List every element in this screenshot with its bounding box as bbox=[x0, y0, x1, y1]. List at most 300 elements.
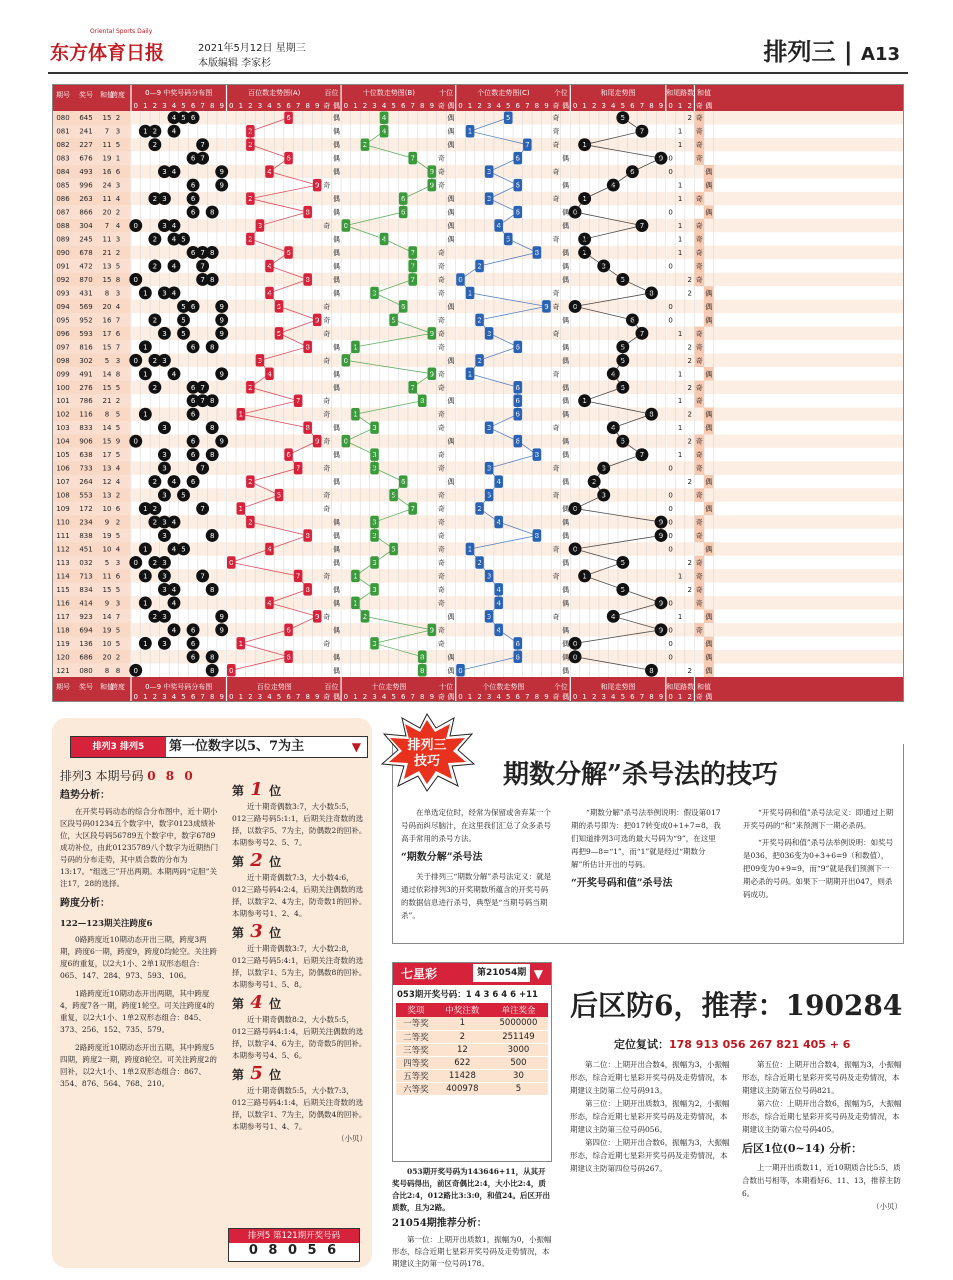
sum-oddeven-mark: 奇 bbox=[695, 572, 703, 581]
header-digit: 4 bbox=[496, 102, 501, 110]
header-group-label: 和尾路数 bbox=[666, 89, 695, 97]
oddeven-mark: 偶 bbox=[562, 383, 570, 392]
oddeven-mark: 奇 bbox=[437, 545, 445, 554]
oddeven-mark: 奇 bbox=[437, 262, 445, 271]
table-cell: 251149 bbox=[489, 1030, 548, 1043]
row-number: 638 bbox=[79, 451, 93, 460]
trend-ball-label: 6 bbox=[400, 302, 406, 311]
footer-digit: 5 bbox=[181, 693, 186, 701]
road-mark: 2 bbox=[687, 437, 692, 446]
table-cell: 400978 bbox=[436, 1082, 489, 1095]
oddeven-mark: 奇 bbox=[552, 612, 560, 621]
oddeven-mark: 奇 bbox=[323, 612, 331, 621]
header-oddeven: 偶 bbox=[332, 102, 340, 110]
row-span: 5 bbox=[115, 532, 121, 540]
table-cell: 30 bbox=[489, 1069, 548, 1082]
trend-ball-label: 1 bbox=[353, 599, 358, 608]
technique-col3 bbox=[743, 806, 895, 901]
technique-col2 bbox=[571, 806, 723, 896]
dist-ball-label: 4 bbox=[171, 370, 177, 379]
trend-ball-label: 3 bbox=[372, 532, 377, 540]
trend-ball-label: 2 bbox=[362, 612, 368, 621]
qxc-box bbox=[392, 962, 552, 1162]
left-article-col2 bbox=[232, 778, 367, 1145]
footer-digit: 0 bbox=[343, 693, 349, 701]
oddeven-mark: 偶 bbox=[332, 195, 340, 204]
footer-digit: 5 bbox=[391, 693, 396, 701]
sum-oddeven-mark: 偶 bbox=[705, 666, 713, 675]
left-article bbox=[52, 718, 372, 1268]
trend-ball-label: 6 bbox=[515, 343, 521, 352]
grid-row-bg bbox=[53, 664, 904, 677]
footer-digit: 6 bbox=[515, 693, 521, 701]
qxc-note: 053期开奖号码为143646+11，从其开奖号码得出，前区奇偶比2:4，大小比2:4，质合比2:4，012路比3:3:0，和值24。后区开出质数，且为2路。 bbox=[392, 1167, 550, 1212]
trend-ball-label: 8 bbox=[305, 343, 310, 352]
tail-ball-label: 1 bbox=[582, 235, 587, 244]
dist-ball-label: 2 bbox=[152, 558, 158, 567]
recommend-p3: 第四位：上期开出合数6，振幅为3，大振幅形态，综合近期七星彩开奖号码及走势情况，本期建议主防第四位号码267。 bbox=[570, 1138, 730, 1173]
row-issue: 082 bbox=[56, 141, 70, 150]
road-mark: 2 bbox=[687, 478, 692, 487]
footer-group-label: 百位走势图 bbox=[256, 683, 292, 691]
header-group-label: 百位 bbox=[324, 89, 339, 97]
oddeven-mark: 偶 bbox=[332, 141, 340, 150]
section-title: 排列三 | A13 bbox=[763, 38, 900, 66]
trend-ball-label: 1 bbox=[238, 505, 244, 514]
tail-ball-label: 1 bbox=[582, 249, 587, 257]
dist-ball-label: 8 bbox=[209, 275, 215, 284]
oddeven-mark: 偶 bbox=[332, 451, 340, 460]
dist-ball-label: 7 bbox=[200, 572, 205, 581]
oddeven-mark: 偶 bbox=[447, 653, 455, 662]
oddeven-mark: 奇 bbox=[437, 275, 445, 284]
trend-ball-label: 5 bbox=[276, 329, 282, 338]
row-span: 4 bbox=[115, 478, 121, 487]
trend-ball-label: 8 bbox=[534, 249, 540, 257]
recommend-p1: 第二位：上期开出合数4，振幅为3，小振幅形态，综合近期七星彩开奖号码及走势情况，本期建议主防第二位号码913。 bbox=[570, 1060, 730, 1095]
footer-digit: 3 bbox=[486, 693, 492, 701]
oddeven-mark: 奇 bbox=[552, 195, 560, 204]
road-mark: 2 bbox=[687, 666, 692, 675]
footer-digit: 0 bbox=[668, 693, 673, 701]
trend-ball-label: 4 bbox=[381, 114, 387, 123]
dist-ball-label: 4 bbox=[171, 599, 177, 608]
recommend-p5: 第六位：上期开出合数6，振幅为5，大振幅形态，综合近期七星彩开奖号码及走势情况，本期建议主防第六位号码405。 bbox=[742, 1099, 902, 1134]
oddeven-mark: 偶 bbox=[562, 505, 570, 514]
row-sum: 9 bbox=[104, 599, 110, 608]
table-cell: 1 bbox=[436, 1017, 489, 1030]
draw-result-title: 排列5 第121期开奖号码 bbox=[229, 1229, 359, 1243]
oddeven-mark: 奇 bbox=[323, 397, 331, 406]
dist-ball-label: 5 bbox=[181, 302, 186, 311]
oddeven-mark: 奇 bbox=[323, 222, 331, 231]
dist-ball-label: 3 bbox=[162, 558, 167, 567]
technique-sub1: “期数分解”杀号法 bbox=[401, 852, 483, 863]
footer-digit: 1 bbox=[582, 693, 587, 701]
header-digit: 6 bbox=[515, 102, 521, 110]
row-span: 3 bbox=[115, 181, 121, 190]
sum-oddeven-mark: 奇 bbox=[695, 451, 703, 460]
oddeven-mark: 奇 bbox=[437, 532, 445, 540]
oddeven-mark: 奇 bbox=[323, 302, 331, 311]
dist-ball-label: 1 bbox=[143, 343, 148, 352]
table-row bbox=[396, 1082, 548, 1095]
tail-ball-label: 5 bbox=[620, 585, 626, 594]
row-number: 686 bbox=[79, 653, 93, 662]
oddeven-mark: 奇 bbox=[552, 491, 560, 500]
span-text-0: 0路跨度近10期动态开出三期，跨度3两期，跨度6一期，跨度9，跨度0均轮空。关注跨度6的重复，以2大1小、2单1双形态组合：065、147、284、973、593、106。 bbox=[60, 935, 217, 980]
oddeven-mark: 偶 bbox=[332, 532, 340, 540]
tail-ball-label: 7 bbox=[639, 127, 645, 136]
trend-ball-label: 3 bbox=[486, 195, 492, 204]
oddeven-mark: 奇 bbox=[323, 491, 331, 500]
dist-ball-label: 8 bbox=[209, 451, 215, 460]
grid-row-bg bbox=[53, 596, 904, 609]
header-digit: 2 bbox=[152, 102, 158, 110]
header-digit: 9 bbox=[658, 102, 664, 110]
span-text-1: 1路跨度近10期动态开出两期，其中跨度4，跨度7各一期，跨度1轮空。可关注跨度4的重复，以2大1小、1单2双形态组合：845、373、256、152、735、579。 bbox=[60, 989, 215, 1034]
qxc-issue: 第21054期 bbox=[473, 964, 530, 982]
header-digit: 8 bbox=[420, 102, 425, 110]
sum-oddeven-mark: 奇 bbox=[695, 275, 703, 284]
oddeven-mark: 偶 bbox=[332, 424, 340, 433]
trend-ball-label: 4 bbox=[381, 127, 387, 136]
header-digit: 9 bbox=[314, 102, 320, 110]
trend-ball-label: 6 bbox=[515, 181, 521, 190]
header-digit: 5 bbox=[181, 102, 186, 110]
grid-row-bg bbox=[53, 610, 904, 623]
header-group-label: 和尾走势图 bbox=[600, 89, 636, 97]
qxc-prize-table bbox=[396, 1003, 548, 1096]
recommend-p4: 第五位：上期开出合数4，振幅为3，小振幅形态，综合近期七星彩开奖号码及走势情况，本期建议主防第五位号码821。 bbox=[742, 1060, 902, 1095]
header-digit: 0 bbox=[229, 102, 234, 110]
oddeven-mark: 奇 bbox=[552, 464, 560, 473]
dist-ball-label: 3 bbox=[162, 464, 167, 473]
oddeven-mark: 偶 bbox=[562, 249, 570, 257]
dist-ball-label: 0 bbox=[133, 222, 139, 231]
dist-ball-label: 7 bbox=[200, 275, 205, 284]
footer-digit: 5 bbox=[620, 693, 626, 701]
position-text-2: 近十期奇偶数7:3，大小数4:6，012三路号码4:2:4，后期关注偶数的选择，以数字2、4为主，防奇数1的回补。本期参考号1、2、4。 bbox=[232, 873, 367, 918]
footer-digit: 6 bbox=[286, 693, 291, 701]
row-span: 2 bbox=[115, 518, 121, 527]
trend-ball-label: 4 bbox=[267, 289, 272, 298]
trend-ball-label: 3 bbox=[372, 585, 377, 594]
sum-oddeven-mark: 奇 bbox=[695, 329, 703, 338]
header-digit: 3 bbox=[486, 102, 492, 110]
trend-ball-label: 8 bbox=[305, 275, 310, 284]
trend-ball-label: 8 bbox=[534, 451, 540, 460]
sum-oddeven-mark: 奇 bbox=[695, 437, 703, 446]
grid-row-bg bbox=[53, 448, 904, 461]
dist-ball-label: 2 bbox=[152, 316, 158, 325]
dist-ball-label: 3 bbox=[162, 491, 167, 500]
trend-ball-label: 9 bbox=[429, 329, 435, 338]
trend-ball-label: 3 bbox=[486, 168, 492, 177]
footer-oddeven: 奇 bbox=[437, 693, 445, 701]
row-issue: 109 bbox=[56, 505, 70, 514]
current-number: 排列3 本期号码 0 8 0 bbox=[60, 769, 196, 783]
row-issue: 110 bbox=[56, 518, 70, 527]
oddeven-mark: 偶 bbox=[447, 195, 455, 204]
dist-ball-label: 6 bbox=[190, 410, 196, 419]
tail-ball-label: 7 bbox=[639, 222, 645, 231]
row-issue: 101 bbox=[56, 397, 70, 406]
tail-ball-label: 9 bbox=[658, 154, 664, 163]
tail-ball-label: 5 bbox=[620, 383, 626, 392]
footer-digit: 1 bbox=[677, 693, 683, 701]
trend-text: 在开奖号码动态的综合分布图中，近十期小区段号码01234五个数字中，数字0123成绩补位，大区段号码56789五个数字中，数字6789成功补位，由此01235789八个数字为近期热门号码的分布走势，其中质合数的分布为13:17。“组选三”开出两期。本期两码“定胆”关注17，28的选择。 bbox=[60, 807, 219, 888]
dist-ball-label: 3 bbox=[162, 518, 167, 527]
oddeven-mark: 偶 bbox=[447, 666, 455, 675]
header-digit: 1 bbox=[353, 102, 358, 110]
dist-ball-label: 6 bbox=[190, 208, 196, 217]
oddeven-mark: 奇 bbox=[552, 545, 560, 554]
header-group-label: 个位数走势图(C) bbox=[477, 89, 530, 97]
dist-ball-label: 8 bbox=[209, 208, 215, 217]
oddeven-mark: 偶 bbox=[562, 343, 570, 352]
header-digit: 4 bbox=[171, 102, 177, 110]
technique-p1: 关于排列三“期数分解”杀号法定义：就是通过依彩排列3的开奖期数所蕴含的开奖号码的数据信息进行杀号，典型是“当期号码当期杀”。 bbox=[401, 872, 552, 920]
oddeven-mark: 偶 bbox=[562, 626, 570, 635]
road-mark: 1 bbox=[677, 397, 683, 406]
footer-digit: 3 bbox=[257, 693, 263, 701]
oddeven-mark: 偶 bbox=[332, 666, 340, 675]
oddeven-mark: 偶 bbox=[447, 437, 455, 446]
road-mark: 2 bbox=[687, 289, 692, 298]
oddeven-mark: 偶 bbox=[332, 558, 340, 567]
road-mark: 0 bbox=[668, 316, 673, 325]
trend-ball-label: 7 bbox=[295, 464, 301, 473]
footer-digit: 偶 bbox=[705, 693, 713, 701]
dist-ball-label: 4 bbox=[171, 127, 177, 136]
row-issue: 115 bbox=[56, 585, 70, 594]
trend-ball-label: 4 bbox=[267, 168, 272, 177]
sum-oddeven-mark: 奇 bbox=[695, 141, 703, 150]
header-digit: 7 bbox=[639, 102, 645, 110]
dist-ball-label: 4 bbox=[171, 114, 177, 123]
row-number: 593 bbox=[79, 329, 93, 338]
trend-ball-label: 1 bbox=[353, 572, 358, 581]
oddeven-mark: 奇 bbox=[437, 329, 445, 338]
oddeven-mark: 偶 bbox=[447, 141, 455, 150]
dist-ball-label: 6 bbox=[190, 249, 196, 257]
tail-ball-label: 9 bbox=[658, 626, 664, 635]
trend-ball-label: 3 bbox=[486, 464, 492, 473]
dist-ball-label: 7 bbox=[200, 505, 205, 514]
row-number: 080 bbox=[79, 666, 93, 675]
oddeven-mark: 奇 bbox=[323, 316, 331, 325]
trend-ball-label: 6 bbox=[400, 208, 406, 217]
row-sum: 14 bbox=[102, 612, 112, 621]
dist-ball-label: 7 bbox=[200, 464, 205, 473]
dist-ball-label: 0 bbox=[133, 666, 139, 675]
row-issue: 092 bbox=[56, 275, 70, 284]
row-number: 833 bbox=[79, 424, 93, 433]
dist-ball-label: 9 bbox=[219, 302, 224, 311]
row-number: 276 bbox=[79, 383, 93, 392]
sum-oddeven-mark: 奇 bbox=[695, 599, 703, 608]
footer-oddeven: 偶 bbox=[447, 693, 455, 701]
footer-digit: 7 bbox=[525, 693, 530, 701]
triangle-down-icon: ▼ bbox=[351, 740, 361, 754]
oddeven-mark: 奇 bbox=[437, 572, 445, 581]
dist-ball-label: 0 bbox=[133, 356, 139, 365]
grid-row-bg bbox=[53, 434, 904, 447]
technique-p2: “期数分解”杀号法举例说明：假设第017期的杀号即为：把017转变成0+1+7=8，我们知道排列3可选的最大号码为“9”，在这里再把9—8=“1”，而“1”就是经过“期数分解”所估计开出的号码。 bbox=[571, 808, 721, 869]
dist-ball-label: 5 bbox=[181, 491, 186, 500]
row-sum: 12 bbox=[102, 478, 112, 487]
trend-ball-label: 1 bbox=[467, 289, 473, 298]
row-issue: 105 bbox=[56, 451, 70, 460]
oddeven-mark: 偶 bbox=[562, 585, 570, 594]
road-mark: 0 bbox=[668, 464, 673, 473]
road-mark: 0 bbox=[668, 491, 673, 500]
road-mark: 1 bbox=[677, 235, 683, 244]
row-span: 2 bbox=[115, 653, 121, 662]
tail-ball-label: 1 bbox=[582, 397, 587, 406]
oddeven-mark: 偶 bbox=[447, 478, 455, 487]
table-cell: 五等奖 bbox=[396, 1069, 436, 1082]
grid-row-bg bbox=[53, 367, 904, 380]
table-cell: 一等奖 bbox=[396, 1017, 436, 1030]
sum-oddeven-mark: 偶 bbox=[705, 505, 713, 514]
row-issue: 081 bbox=[56, 127, 70, 136]
row-sum: 21 bbox=[102, 249, 112, 257]
row-number: 491 bbox=[79, 370, 93, 379]
oddeven-mark: 偶 bbox=[562, 532, 570, 540]
recommend-title: 后区防6，推荐：190284 bbox=[570, 989, 903, 1022]
header-group-label: 百位数走势图(A) bbox=[248, 89, 301, 97]
dist-ball-label: 3 bbox=[162, 424, 167, 433]
grid-row-bg bbox=[53, 569, 904, 582]
oddeven-mark: 奇 bbox=[552, 141, 560, 150]
row-span: 3 bbox=[115, 235, 121, 244]
road-mark: 2 bbox=[687, 383, 692, 392]
dist-ball-label: 6 bbox=[190, 478, 196, 487]
sum-oddeven-mark: 偶 bbox=[705, 302, 713, 311]
qxc-title-bar: 七星彩 第21054期 ▼ bbox=[393, 963, 551, 985]
tail-ball-label: 4 bbox=[611, 612, 616, 621]
table-cell: 2 bbox=[436, 1030, 489, 1043]
footer-digit: 2 bbox=[362, 693, 368, 701]
trend-ball-label: 6 bbox=[515, 397, 521, 406]
header-digit: 3 bbox=[257, 102, 263, 110]
footer-digit: 6 bbox=[400, 693, 406, 701]
road-mark: 2 bbox=[687, 343, 692, 352]
road-mark: 0 bbox=[668, 639, 673, 648]
footer-digit: 5 bbox=[276, 693, 282, 701]
position-numbers: 178 913 056 267 821 405 + 6 bbox=[669, 1038, 851, 1051]
dist-ball-label: 9 bbox=[219, 168, 224, 177]
trend-ball-label: 7 bbox=[410, 262, 415, 271]
row-span: 5 bbox=[115, 410, 121, 419]
row-issue: 113 bbox=[56, 558, 70, 567]
trend-ball-label: 3 bbox=[486, 329, 492, 338]
dist-ball-label: 3 bbox=[162, 195, 167, 204]
oddeven-mark: 奇 bbox=[323, 505, 331, 514]
tail-ball-label: 1 bbox=[582, 195, 587, 204]
dist-ball-label: 2 bbox=[152, 235, 158, 244]
footer-digit: 4 bbox=[496, 693, 501, 701]
trend-ball-label: 0 bbox=[343, 222, 349, 231]
dist-ball-label: 4 bbox=[171, 289, 177, 298]
row-sum: 24 bbox=[102, 181, 112, 190]
trend-ball-label: 7 bbox=[410, 505, 415, 514]
grid-row-bg bbox=[53, 381, 904, 394]
footer-digit: 8 bbox=[534, 693, 540, 701]
row-issue: 088 bbox=[56, 222, 70, 231]
trend-ball-label: 3 bbox=[372, 558, 377, 567]
sum-oddeven-mark: 偶 bbox=[705, 208, 713, 217]
row-span: 2 bbox=[115, 249, 121, 257]
trend-ball-label: 0 bbox=[458, 275, 463, 284]
dist-ball-label: 1 bbox=[143, 127, 148, 136]
trend-ball-label: 1 bbox=[467, 370, 473, 379]
trend-ball-label: 4 bbox=[381, 235, 387, 244]
road-mark: 1 bbox=[677, 249, 683, 257]
footer-digit: 4 bbox=[171, 693, 177, 701]
row-sum: 20 bbox=[102, 208, 112, 217]
trend-ball-label: 5 bbox=[276, 302, 282, 311]
footer-digit: 奇 bbox=[695, 693, 703, 701]
footer-digit: 8 bbox=[209, 693, 215, 701]
oddeven-mark: 奇 bbox=[437, 639, 445, 648]
trend-ball-label: 6 bbox=[286, 653, 291, 662]
footer-oddeven: 偶 bbox=[332, 693, 340, 701]
row-issue: 087 bbox=[56, 208, 70, 217]
trend-ball-label: 3 bbox=[372, 639, 377, 648]
dist-ball-label: 5 bbox=[181, 545, 186, 554]
dist-ball-label: 1 bbox=[143, 572, 148, 581]
trend-ball-label: 2 bbox=[248, 518, 253, 527]
dist-ball-label: 4 bbox=[171, 168, 177, 177]
oddeven-mark: 奇 bbox=[437, 585, 445, 594]
grid-row-bg bbox=[53, 246, 904, 259]
road-mark: 1 bbox=[677, 370, 683, 379]
dist-ball-label: 4 bbox=[171, 585, 177, 594]
trend-ball-label: 3 bbox=[372, 289, 377, 298]
qxc-draw: 053期开奖号码：1 4 3 6 4 6 +11 bbox=[397, 990, 538, 1000]
grid-row-bg bbox=[53, 515, 904, 528]
footer-group-label: 和尾走势图 bbox=[600, 683, 636, 691]
footer-digit: 3 bbox=[601, 693, 606, 701]
row-sum: 13 bbox=[102, 491, 112, 500]
footer-digit: 4 bbox=[267, 693, 272, 701]
footer-digit: 6 bbox=[630, 693, 635, 701]
technique-p3: “开奖号码和值”杀号法定义：即通过上期开奖号码的“和”来预测下一期必杀码。 bbox=[743, 808, 894, 830]
row-issue: 117 bbox=[56, 612, 70, 621]
header-digit: 3 bbox=[162, 102, 167, 110]
footer-digit: 3 bbox=[162, 693, 167, 701]
sum-oddeven-mark: 偶 bbox=[705, 612, 713, 621]
row-span: 5 bbox=[115, 639, 121, 648]
trend-ball-label: 2 bbox=[248, 127, 253, 136]
trend-ball-label: 3 bbox=[372, 424, 377, 433]
trend-ball-label: 3 bbox=[372, 464, 377, 473]
tail-ball-label: 4 bbox=[611, 370, 616, 379]
footer-digit: 2 bbox=[477, 693, 482, 701]
row-number: 116 bbox=[79, 410, 93, 419]
row-sum: 11 bbox=[102, 195, 112, 204]
sum-oddeven-mark: 偶 bbox=[705, 370, 713, 379]
road-mark: 0 bbox=[668, 208, 673, 217]
header-digit: 0 bbox=[458, 102, 463, 110]
trend-ball-label: 6 bbox=[515, 653, 521, 662]
footer-digit: 9 bbox=[314, 693, 320, 701]
row-sum: 8 bbox=[104, 666, 110, 675]
trend-ball-label: 5 bbox=[391, 491, 396, 500]
